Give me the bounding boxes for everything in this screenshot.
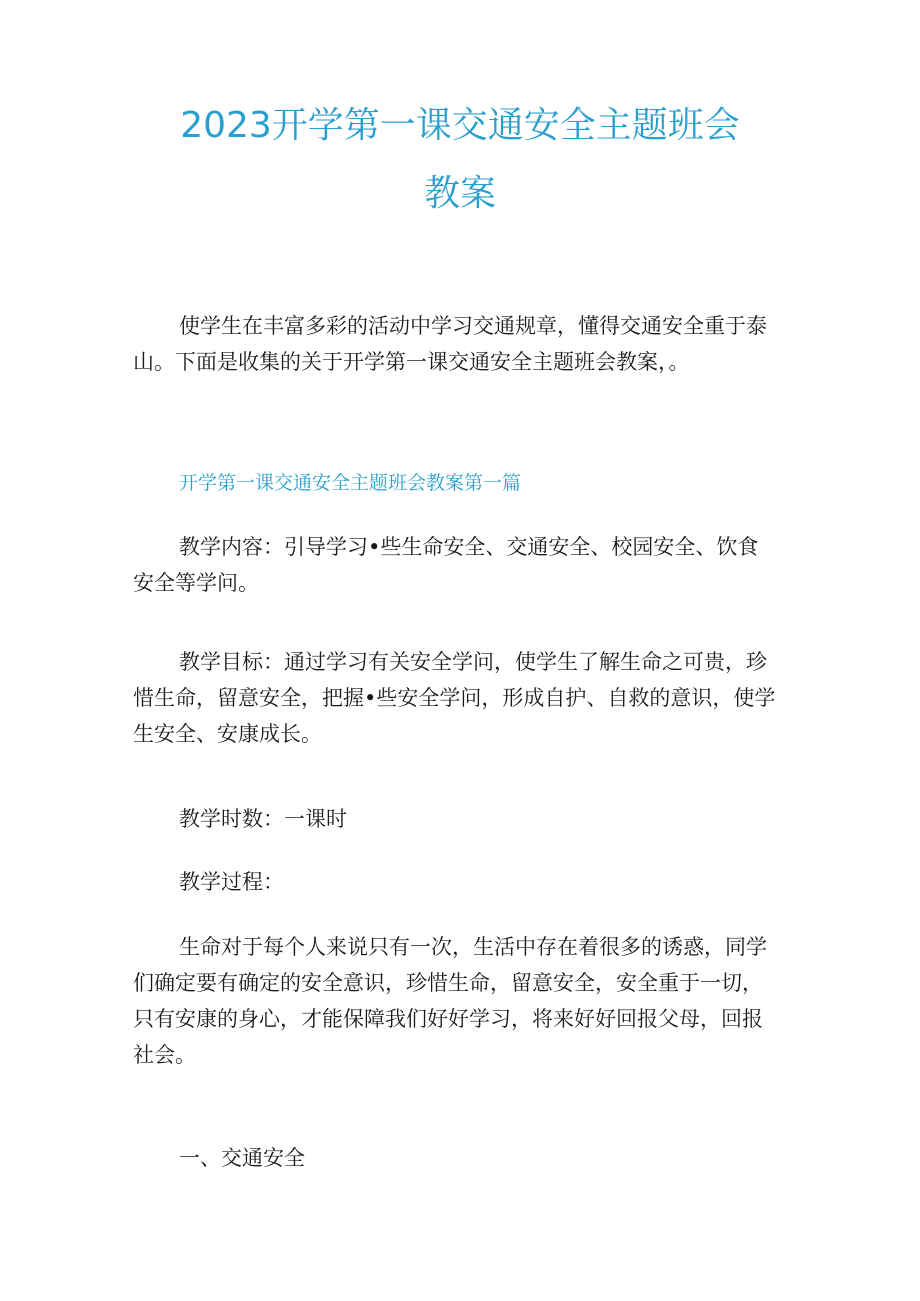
content-line-2: 安全等学问。 (133, 571, 259, 595)
goal-line-2: 惜生命，留意安全，把握•些安全学问，形成自护、自救的意识，使学 (133, 686, 776, 710)
life-line-1: 生命对于每个人来说只有一次，生活中存在着很多的诱惑，同学 (179, 935, 767, 959)
life-line-3: 只有安康的身心，才能保障我们好好学习，将来好好回报父母，回报 (133, 1007, 763, 1031)
section-one-paragraph (133, 1140, 793, 1176)
life-line-2: 们确定要有确定的安全意识，珍惜生命，留意安全，安全重于一切， (133, 971, 763, 995)
section-one-heading: 一、交通安全 (179, 1146, 305, 1170)
process-line: 教学过程： (179, 870, 284, 894)
life-line-4: 社会。 (133, 1043, 196, 1067)
goal-line-1: 教学目标：通过学习有关安全学问，使学生了解生命之可贵，珍 (179, 650, 767, 674)
intro-line-2: 山。下面是收集的关于开学第一课交通安全主题班会教案，。 (133, 350, 690, 374)
hours-paragraph (133, 801, 793, 837)
intro-paragraph (133, 308, 793, 380)
hours-line: 教学时数：一课时 (179, 807, 347, 831)
section-heading: 开学第一课交通安全主题班会教案第一篇 (179, 472, 522, 494)
life-paragraph (133, 929, 793, 1073)
process-paragraph (133, 864, 793, 900)
document-title-line-1: 2023开学第一课交通安全主题班会 (180, 105, 740, 146)
goal-line-3: 生安全、安康成长。 (133, 722, 322, 746)
content-line-1: 教学内容：引导学习•些生命安全、交通安全、校园安全、饮食 (179, 535, 759, 559)
goal-paragraph (133, 644, 793, 752)
content-paragraph (133, 529, 793, 601)
document-title-line-2: 教案 (423, 173, 496, 214)
intro-line-1: 使学生在丰富多彩的活动中学习交通规章，懂得交通安全重于泰 (179, 314, 767, 338)
